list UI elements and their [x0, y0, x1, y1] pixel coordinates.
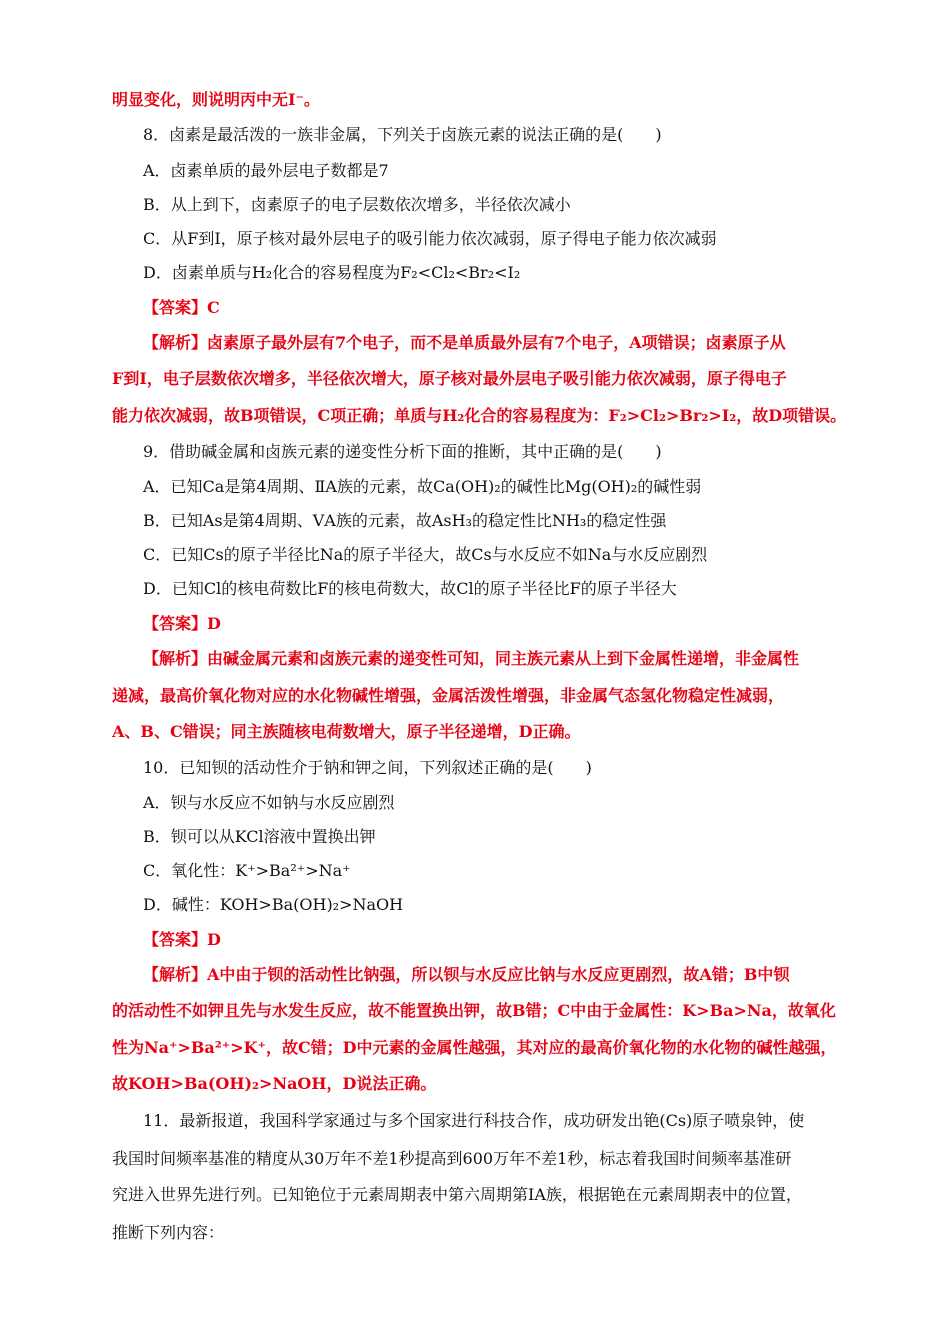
q10-option-b: B．钡可以从KCl溶液中置换出钾 — [143, 827, 376, 846]
q9-option-d: D．已知Cl的核电荷数比F的核电荷数大，故Cl的原子半径比F的原子半径大 — [143, 579, 677, 598]
q10-option-c: C．氧化性：K⁺>Ba²⁺>Na⁺ — [143, 861, 351, 880]
q11-line-4: 推断下列内容： — [112, 1223, 225, 1242]
q10-explanation-4: 故KOH>Ba(OH)₂>NaOH，D说法正确。 — [112, 1074, 437, 1093]
q8-option-d: D．卤素单质与H₂化合的容易程度为F₂<Cl₂<Br₂<I₂ — [143, 263, 521, 282]
q11-line-2: 我国时间频率基准的精度从30万年不差1秒提高到600万年不差1秒，标志着我国时间频率基准研 — [112, 1149, 792, 1168]
q10-explanation-2: 的活动性不如钾且先与水发生反应，故不能置换出钾，故B错；C中由于金属性：K>Ba>Na，故氧化 — [112, 1001, 836, 1020]
q8-option-b: B．从上到下，卤素原子的电子层数依次增多，半径依次减小 — [143, 195, 571, 214]
q10-option-d: D．碱性：KOH>Ba(OH)₂>NaOH — [143, 895, 404, 914]
q10-explanation-3: 性为Na⁺>Ba²⁺>K⁺，故C错；D中元素的金属性越强，其对应的最高价氧化物的水化物的碱性越强， — [112, 1038, 837, 1057]
q9-explanation-3: A、B、C错误；同主族随核电荷数增大，原子半径递增，D正确。 — [112, 722, 581, 741]
q9-option-a: A．已知Ca是第4周期、ⅡA族的元素，故Ca(OH)₂的碱性比Mg(OH)₂的碱性弱 — [143, 477, 702, 496]
q8-stem: 8．卤素是最活泼的一族非金属，下列关于卤族元素的说法正确的是( ) — [143, 125, 662, 144]
q10-option-a: A．钡与水反应不如钠与水反应剧烈 — [143, 793, 395, 812]
q9-explanation-1: 【解析】由碱金属元素和卤族元素的递变性可知，同主族元素从上到下金属性递增，非金属性 — [143, 649, 800, 668]
q9-stem: 9．借助碱金属和卤族元素的递变性分析下面的推断，其中正确的是( ) — [143, 442, 662, 461]
q8-answer: 【答案】C — [143, 298, 220, 317]
q11-line-3: 究进入世界先进行列。已知铯位于元素周期表中第六周期第ⅠA族，根据铯在元素周期表中的位置， — [112, 1185, 802, 1204]
q8-option-c: C．从F到I，原子核对最外层电子的吸引能力依次减弱，原子得电子能力依次减弱 — [143, 229, 717, 248]
q9-explanation-2: 递减，最高价氧化物对应的水化物碱性增强，金属活泼性增强，非金属气态氢化物稳定性减弱， — [112, 686, 785, 705]
q11-line-1: 11．最新报道，我国科学家通过与多个国家进行科技合作，成功研发出铯(Cs)原子喷泉钟，使 — [143, 1111, 805, 1130]
q9-option-c: C．已知Cs的原子半径比Na的原子半径大，故Cs与水反应不如Na与水反应剧烈 — [143, 545, 708, 564]
q8-option-a: A．卤素单质的最外层电子数都是7 — [143, 161, 389, 180]
q8-explanation-2: F到I，电子层数依次增多，半径依次增大，原子核对最外层电子吸引能力依次减弱，原子得电子 — [112, 369, 787, 388]
q10-explanation-1: 【解析】A中由于钡的活动性比钠强，所以钡与水反应比钠与水反应更剧烈，故A错；B中钡 — [143, 965, 790, 984]
q10-answer: 【答案】D — [143, 930, 221, 949]
q9-option-b: B．已知As是第4周期、ⅤA族的元素，故AsH₃的稳定性比NH₃的稳定性强 — [143, 511, 667, 530]
q8-explanation-3: 能力依次减弱，故B项错误，C项正确；单质与H₂化合的容易程度为：F₂>Cl₂>Br₂>I₂，故D项错误。 — [112, 406, 847, 425]
q8-explanation-1: 【解析】卤素原子最外层有7个电子，而不是单质最外层有7个电子，A项错误；卤素原子从 — [143, 333, 786, 352]
q10-stem: 10．已知钡的活动性介于钠和钾之间，下列叙述正确的是( ) — [143, 758, 592, 777]
q9-answer: 【答案】D — [143, 614, 221, 633]
prev-explanation-tail: 明显变化，则说明丙中无I⁻。 — [112, 90, 320, 109]
